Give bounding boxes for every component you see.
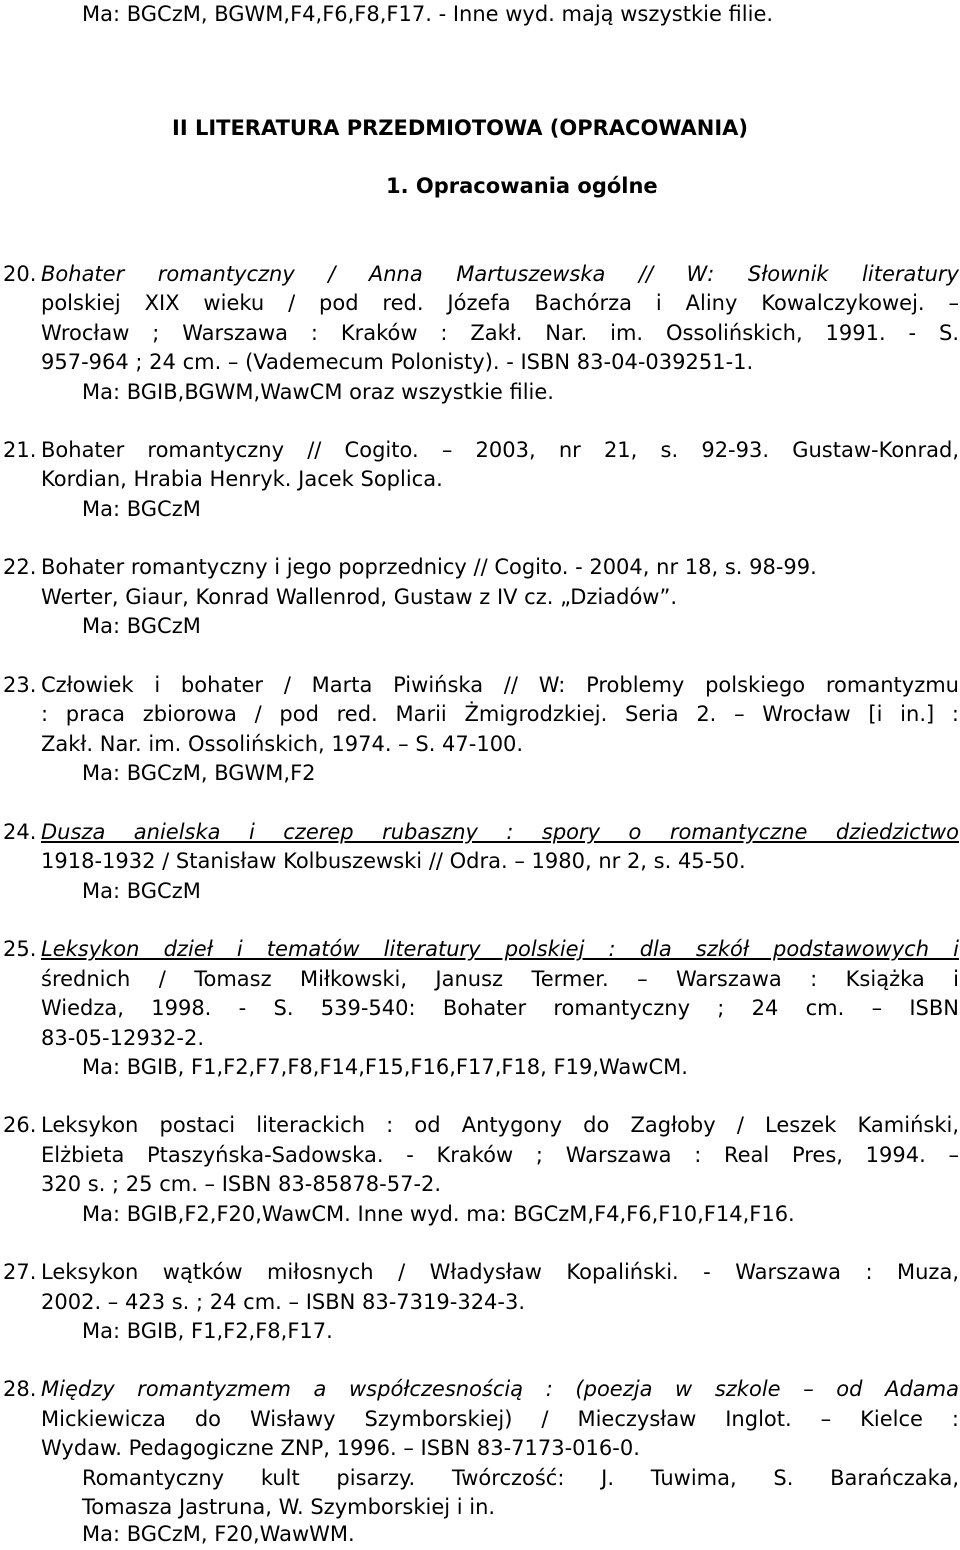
entry-number: 21.	[3, 438, 37, 462]
entry-line	[41, 260, 959, 290]
entry-holdings: Ma: BGCzM, BGWM,F2	[82, 761, 316, 785]
entry-line: Kordian, Hrabia Henryk. Jacek Soplica.	[41, 467, 443, 491]
entry-holdings: Ma: BGCzM	[82, 879, 201, 903]
section-heading: II LITERATURA PRZEDMIOTOWA (OPRACOWANIA)	[172, 116, 749, 140]
entry-line: Człowiek i bohater / Marta Piwińska // W: Problemy polskiego romantyzmu	[41, 673, 959, 697]
entry-line: 320 s. ; 25 cm. – ISBN 83-85878-57-2.	[41, 1172, 442, 1196]
entry-line: Bohater romantyczny i jego poprzednicy // Cogito. - 2004, nr 18, s. 98-99.	[41, 555, 817, 579]
entry-number: 24.	[3, 820, 37, 844]
entry-line: 957-964 ; 24 cm. – (Vademecum Polonisty). - ISBN 83-04-039251-1.	[41, 350, 754, 374]
entry-line: Mickiewicza do Wisławy Szymborskiej) / Mieczysław Inglot. – Kielce :	[41, 1407, 959, 1431]
entry-line	[41, 935, 959, 965]
entry-title: Między romantyzmem a współczesnością : (poezja w szkole – od Adama	[41, 1377, 959, 1401]
entry-number: 22.	[3, 555, 37, 579]
entry-line	[41, 1375, 959, 1405]
entry-line: Wiedza, 1998. - S. 539-540: Bohater romantyczny ; 24 cm. – ISBN	[41, 996, 959, 1020]
entry-line	[41, 818, 959, 848]
entry-line: Elżbieta Ptaszyńska-Sadowska. - Kraków ; Warszawa : Real Pres, 1994. –	[41, 1143, 959, 1167]
entry-title: Dusza anielska i czerep rubaszny : spory o romantyczne dziedzictwo	[41, 820, 959, 844]
entry-number: 26.	[3, 1113, 37, 1137]
entry-number: 27.	[3, 1260, 37, 1284]
entry-line: : praca zbiorowa / pod red. Marii Żmigrodzkiej. Seria 2. – Wrocław [i in.] :	[41, 702, 959, 726]
entry-line: 83-05-12932-2.	[41, 1026, 205, 1050]
entry-line: Bohater romantyczny // Cogito. – 2003, nr 21, s. 92-93. Gustaw-Konrad,	[41, 438, 959, 462]
entry-line: Wrocław ; Warszawa : Kraków : Zakł. Nar. im. Ossolińskich, 1991. - S.	[41, 321, 959, 345]
entry-annotation: Tomasza Jastruna, W. Szymborskiej i in.	[82, 1495, 496, 1519]
entry-line: Werter, Giaur, Konrad Wallenrod, Gustaw z IV cz. „Dziadów”.	[41, 585, 678, 609]
entry-line: średnich / Tomasz Miłkowski, Janusz Termer. – Warszawa : Książka i	[41, 967, 959, 991]
entry-line: Wydaw. Pedagogiczne ZNP, 1996. – ISBN 83-7173-016-0.	[41, 1436, 640, 1460]
entry-title: Leksykon dzieł i tematów literatury polskiej : dla szkół podstawowych i	[41, 937, 959, 961]
entry-number: 20.	[3, 262, 37, 286]
entry-number: 28.	[3, 1377, 37, 1401]
entry-line: Leksykon postaci literackich : od Antygony do Zagłoby / Leszek Kamiński,	[41, 1113, 959, 1137]
entry-line: polskiej XIX wieku / pod red. Józefa Bachórza i Aliny Kowalczykowej. –	[41, 291, 959, 315]
entry-holdings: Ma: BGIB, F1,F2,F7,F8,F14,F15,F16,F17,F18, F19,WawCM.	[82, 1055, 688, 1079]
entry-line: Zakł. Nar. im. Ossolińskich, 1974. – S. 47-100.	[41, 732, 524, 756]
entry-annotation: Romantyczny kult pisarzy. Twórczość: J. Tuwima, S. Barańczaka,	[82, 1466, 959, 1490]
entry-holdings: Ma: BGIB, F1,F2,F8,F17.	[82, 1319, 333, 1343]
entry-number: 23.	[3, 673, 37, 697]
entry-holdings: Ma: BGIB,F2,F20,WawCM. Inne wyd. ma: BGCzM,F4,F6,F10,F14,F16.	[82, 1202, 795, 1226]
entry-line: 2002. – 423 s. ; 24 cm. – ISBN 83-7319-324-3.	[41, 1290, 526, 1314]
entry-holdings: Ma: BGIB,BGWM,WawCM oraz wszystkie filie.	[82, 380, 554, 404]
entry-holdings: Ma: BGCzM, F20,WawWM.	[82, 1522, 355, 1546]
entry-number: 25.	[3, 937, 37, 961]
entry-holdings: Ma: BGCzM	[82, 614, 201, 638]
entry-title: Bohater romantyczny / Anna Martuszewska // W: Słownik literatury	[41, 262, 959, 286]
entry-line: 1918-1932 / Stanisław Kolbuszewski // Odra. – 1980, nr 2, s. 45-50.	[41, 849, 746, 873]
entry-holdings: Ma: BGCzM	[82, 497, 201, 521]
entry-line: Leksykon wątków miłosnych / Władysław Kopaliński. - Warszawa : Muza,	[41, 1260, 959, 1284]
top-holdings-line: Ma: BGCzM, BGWM,F4,F6,F8,F17. - Inne wyd. mają wszystkie filie.	[82, 2, 774, 26]
subsection-heading: 1. Opracowania ogólne	[386, 174, 658, 198]
